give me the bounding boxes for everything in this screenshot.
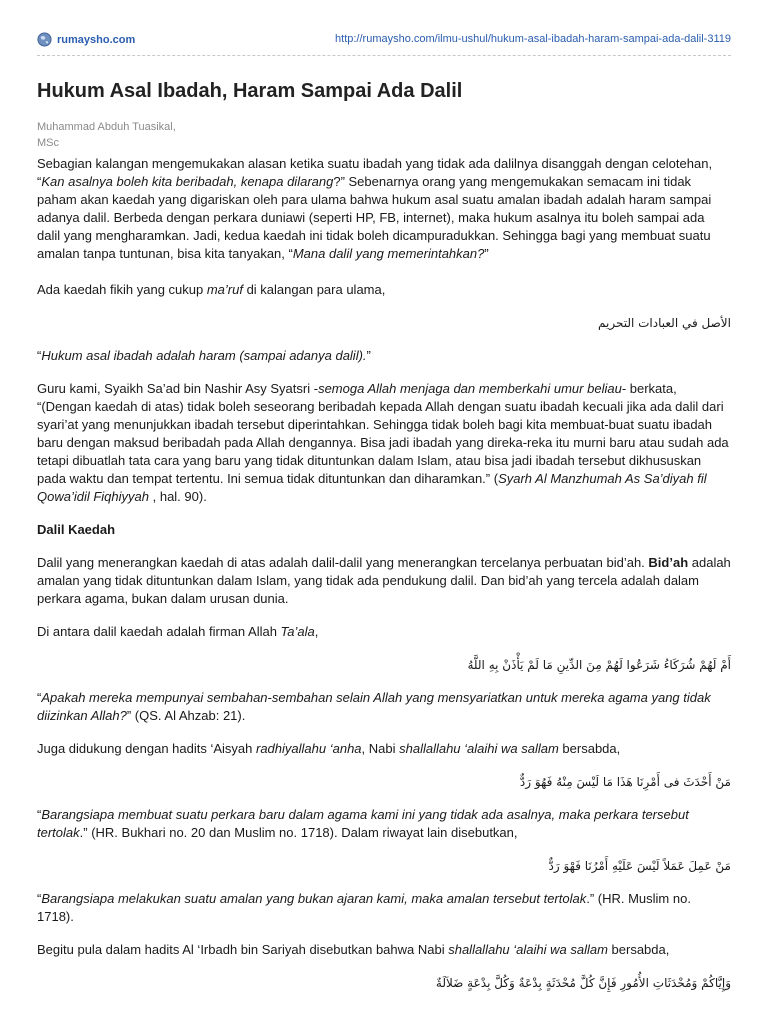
paragraph-hadits-1-translation: “Barangsiapa membuat suatu perkara baru dalam agama kami ini yang tidak ada asalnya, maka perkara tersebut tertolak.” (HR. Bukhari no. 20 dan Muslim no. 1718). Dalam riwayat lain disebutkan, xyxy=(37,807,689,840)
author-name: Muhammad Abduh Tuasikal, xyxy=(37,121,176,133)
article-body xyxy=(37,155,731,992)
page-url[interactable]: http://rumaysho.com/ilmu-ushul/hukum-asal-ibadah-haram-sampai-ada-dalil-3119 xyxy=(335,33,731,45)
arabic-kaedah: الأصل في العبادات التحريم xyxy=(598,316,731,330)
globe-icon xyxy=(37,32,52,47)
site-name[interactable]: rumaysho.com xyxy=(57,33,136,46)
paragraph-firman: Di antara dalil kaedah adalah firman Allah Ta’ala, xyxy=(37,624,319,639)
paragraph-kaedah-translation: “Hukum asal ibadah adalah haram (sampai adanya dalil).” xyxy=(37,348,371,363)
section-heading: Dalil Kaedah xyxy=(37,522,116,537)
paragraph-bidah: Dalil yang menerangkan kaedah di atas adalah dalil-dalil yang menerangkan tercelanya perbuatan bid’ah. Bid’ah adalah amalan yang tidak dituntunkan dalam Islam, yang tidak ada pendukung dalil. Dan bid’ah yang tercela adalah dalam perkara agama, bukan dalam urusan dunia. xyxy=(37,555,731,606)
article-title: Hukum Asal Ibadah, Haram Sampai Ada Dalil xyxy=(37,80,463,102)
paragraph-hadits-irbadh: Begitu pula dalam hadits Al ‘Irbadh bin Sariyah disebutkan bahwa Nabi shallallahu ‘alaihi wa sallam bersabda, xyxy=(37,942,670,957)
page-header xyxy=(37,32,731,52)
arabic-ayat: أَمْ لَهُمْ شُرَكَاءُ شَرَعُوا لَهُمْ مِنَ الدِّينِ مَا لَمْ يَأْذَنْ بِهِ اللَّهُ xyxy=(467,658,731,672)
paragraph-intro: Sebagian kalangan mengemukakan alasan ketika suatu ibadah yang tidak ada dalilnya disanggah dengan celotehan, “Kan asalnya boleh kita beribadah, kenapa dilarang?” Sebenarnya orang yang mengemukakan semacam ini tidak paham akan kaedah yang digariskan oleh para ulama bahwa hukum asal suatu amalan ibadah adalah haram sampai adanya dalil. Berbeda dengan perkara duniawi (seperti HP, FB, internet), maka hukum asalnya itu boleh sampai ada dalil yang mengharamkan. Jadi, kedua kaedah ini tidak boleh dicampuradukkan. Sehingga bagi yang membuat suatu amalan tanpa tuntunan, bisa kita tanyakan, “Mana dalil yang memerintahkan?” xyxy=(37,156,713,261)
paragraph-syaikh-quote: Guru kami, Syaikh Sa’ad bin Nashir Asy Syatsri -semoga Allah menjaga dan memberkahi umur beliau- berkata, “(Dengan kaedah di atas) tidak boleh seseorang beribadah kepada Allah dengan suatu ibadah kecuali jika ada dalil dari syari’at yang menunjukkan ibadah tersebut diperintahkan. Sehingga tidak boleh bagi kita membuat-buat suatu ibadah baru dengan maksud beribadah pada Allah dengannya. Bisa jadi ibadah yang direka-reka itu murni baru atau sudah ada tetapi dibuatlah tata cara yang baru yang tidak dituntunkan dalam Islam, atau bisa jadi ibadah tersebut dikhususkan pada waktu dan tempat tertentu. Ini semua tidak dituntunkan dan diharamkan.” (Syarh Al Manzhumah As Sa’diyah fil Qowa’idil Fiqhiyyah , hal. 90). xyxy=(37,381,729,504)
header-divider xyxy=(37,55,731,56)
site-link[interactable] xyxy=(37,32,135,47)
arabic-hadits-1: مَنْ أَحْدَثَ فى أَمْرِنَا هَذَا مَا لَيْسَ مِنْهُ فَهُوَ رَدٌّ xyxy=(519,775,731,789)
author-degree: MSc xyxy=(37,137,59,149)
author xyxy=(37,119,237,151)
arabic-hadits-2: مَنْ عَمِلَ عَمَلاً لَيْسَ عَلَيْهِ أَمْرُنَا فَهْوَ رَدٌّ xyxy=(548,859,731,873)
paragraph-ayat-translation: “Apakah mereka mempunyai sembahan-sembahan selain Allah yang mensyariatkan untuk mereka agama yang tidak diizinkan Allah?” (QS. Al Ahzab: 21). xyxy=(37,690,711,723)
arabic-hadits-3: وَإِيَّاكُمْ وَمُحْدَثَاتِ الأُمُورِ فَإِنَّ كُلَّ مُحْدَثَةٍ بِدْعَةٌ وَكُلَّ بِدْعَةٍ ضَلاَلَةٌ xyxy=(435,976,731,990)
paragraph-kaedah: Ada kaedah fikih yang cukup ma’ruf di kalangan para ulama, xyxy=(37,282,386,297)
paragraph-hadits-2-translation: “Barangsiapa melakukan suatu amalan yang bukan ajaran kami, maka amalan tersebut tertolak.” (HR. Muslim no. 1718). xyxy=(37,891,691,924)
paragraph-hadits-aisyah: Juga didukung dengan hadits ‘Aisyah radhiyallahu ‘anha, Nabi shallallahu ‘alaihi wa sallam bersabda, xyxy=(37,741,621,756)
